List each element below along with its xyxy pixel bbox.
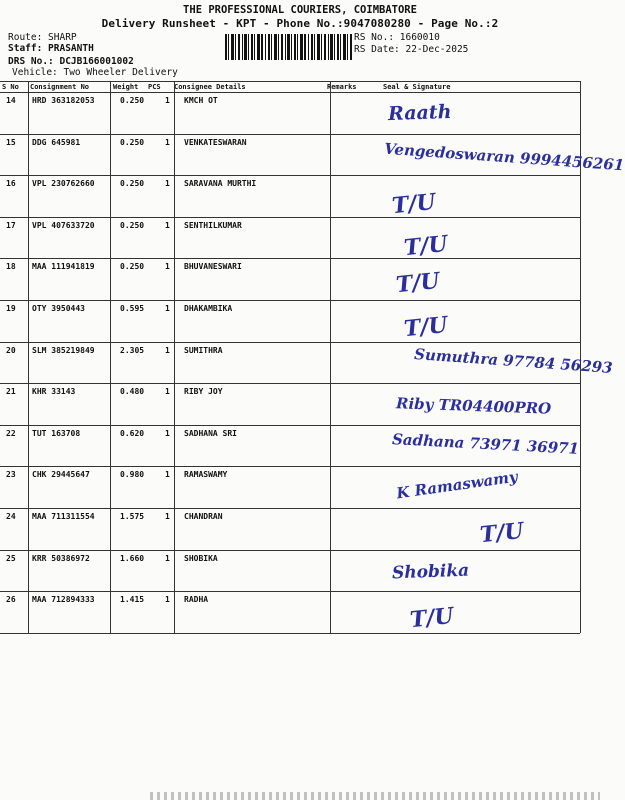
row-sno: 19 [6, 304, 16, 313]
col-weight: Weight [113, 83, 139, 91]
row-sno: 14 [6, 96, 16, 105]
row-consignee: RAMASWAMY [184, 470, 228, 480]
table-row [0, 342, 614, 384]
row-sno: 18 [6, 262, 16, 272]
table-row [0, 425, 580, 467]
row-consignment: MAA 712894333 [32, 595, 95, 605]
row-consignee: DHAKAMBIKA [184, 304, 233, 313]
table-row [0, 383, 580, 425]
row-signature: K Ramaswamy [395, 467, 519, 503]
table-header [0, 81, 600, 92]
table-row [0, 466, 580, 508]
vehicle-label: Vehicle: Two Wheeler Delivery [12, 67, 178, 78]
row-signature: T/U [390, 188, 437, 220]
row-consignee: SARAVANA MURTHI [184, 179, 257, 189]
row-consignment: HRD 363182053 [32, 96, 95, 105]
row-signature: Vengedoswaran 9994456261 [383, 139, 625, 174]
report-subtitle: Delivery Runsheet - KPT - Phone No.:9047080280 - Page No.:2 [101, 17, 499, 30]
table-row [0, 508, 580, 550]
row-signature: Raath [387, 100, 452, 126]
row-consignee: CHANDRAN [184, 512, 223, 521]
row-signature: Riby TR04400PRO [395, 394, 552, 418]
row-consignee: SHOBIKA [184, 553, 218, 563]
row-weight: 0.250 [120, 262, 145, 272]
row-pcs: 1 [165, 179, 170, 189]
row-weight: 0.250 [120, 96, 145, 105]
row-sno: 24 [6, 512, 16, 521]
row-consignee: SUMITHRA [184, 345, 223, 355]
row-pcs: 1 [165, 345, 170, 355]
row-consignee: RADHA [184, 595, 209, 605]
barcode-image [225, 34, 352, 60]
row-pcs: 1 [165, 137, 170, 147]
row-sno: 21 [6, 387, 16, 397]
row-signature: T/U [394, 268, 441, 299]
row-consignee: SADHANA SRI [184, 428, 237, 438]
row-pcs: 1 [165, 428, 170, 438]
row-pcs: 1 [165, 553, 170, 563]
row-consignee: SENTHILKUMAR [184, 220, 242, 230]
row-sno: 23 [6, 470, 16, 480]
rs-number: RS No.: 1660010 [354, 32, 440, 43]
row-pcs: 1 [165, 595, 170, 605]
rs-date: RS Date: 22-Dec-2025 [354, 44, 469, 55]
scan-artifact [150, 792, 600, 800]
row-consignment: OTY 3950443 [32, 304, 85, 313]
table-row [0, 134, 625, 176]
route-label: Route: SHARP [8, 32, 77, 43]
row-sno: 25 [6, 553, 16, 563]
row-consignee: BHUVANESWARI [184, 262, 242, 272]
row-sno: 20 [6, 345, 16, 355]
row-weight: 0.250 [120, 137, 145, 147]
row-consignment: CHK 29445647 [32, 470, 90, 480]
col-remarks: Remarks [327, 83, 357, 91]
row-consignee: RIBY JOY [184, 387, 223, 397]
row-signature: T/U [408, 602, 455, 634]
row-pcs: 1 [165, 304, 170, 313]
row-consignment: MAA 111941819 [32, 262, 95, 272]
col-sno: S No [2, 83, 19, 91]
row-signature: Sumuthra 97784 56293 [413, 344, 614, 377]
row-sno: 16 [6, 179, 16, 189]
col-consignee: Consignee Details [174, 83, 246, 91]
col-consignment: Consignment No [30, 83, 90, 91]
table-row [0, 217, 580, 262]
row-weight: 0.595 [120, 304, 145, 313]
row-consignee: KMCH OT [184, 96, 218, 105]
row-weight: 0.480 [120, 387, 145, 397]
row-sno: 26 [6, 595, 16, 605]
table-row [0, 550, 580, 592]
row-weight: 1.660 [120, 553, 145, 563]
staff-label: Staff: PRASANTH [8, 43, 94, 54]
row-consignment: VPL 407633720 [32, 220, 95, 230]
row-weight: 2.305 [120, 345, 145, 355]
col-signature: Seal & Signature [383, 83, 451, 91]
row-pcs: 1 [165, 220, 170, 230]
row-signature: T/U [402, 230, 449, 262]
table-row [0, 92, 580, 134]
row-weight: 0.980 [120, 470, 145, 480]
table-row [0, 300, 580, 342]
table-row [0, 591, 580, 633]
row-signature: Sadhana 73971 36971 [391, 429, 580, 458]
col-pcs: PCS [148, 83, 161, 91]
table-row [0, 258, 580, 300]
row-weight: 1.575 [120, 512, 145, 521]
row-consignment: SLM 385219849 [32, 345, 95, 355]
row-sno: 22 [6, 428, 16, 438]
row-consignment: VPL 230762660 [32, 179, 95, 189]
table-row [0, 175, 580, 220]
report-title: THE PROFESSIONAL COURIERS, COIMBATORE [183, 4, 417, 16]
row-signature: Shobika [391, 560, 470, 583]
row-pcs: 1 [165, 262, 170, 272]
row-consignment: TUT 163708 [32, 428, 81, 438]
row-consignment: KHR 33143 [32, 387, 76, 397]
row-pcs: 1 [165, 470, 170, 480]
row-weight: 0.620 [120, 428, 145, 438]
row-consignment: DDG 645981 [32, 137, 81, 147]
row-consignment: KRR 50386972 [32, 553, 90, 563]
row-sno: 17 [6, 220, 16, 230]
row-sno: 15 [6, 137, 16, 147]
row-signature: T/U [402, 311, 449, 343]
row-pcs: 1 [165, 387, 170, 397]
row-consignment: MAA 711311554 [32, 512, 95, 521]
row-weight: 0.250 [120, 179, 145, 189]
row-weight: 0.250 [120, 220, 145, 230]
row-pcs: 1 [165, 96, 170, 105]
row-signature: T/U [478, 517, 525, 549]
row-pcs: 1 [165, 512, 170, 521]
row-weight: 1.415 [120, 595, 145, 605]
drs-number: DRS No.: DCJB166001002 [8, 56, 134, 67]
row-consignee: VENKATESWARAN [184, 137, 247, 147]
runsheet-table [0, 81, 625, 634]
